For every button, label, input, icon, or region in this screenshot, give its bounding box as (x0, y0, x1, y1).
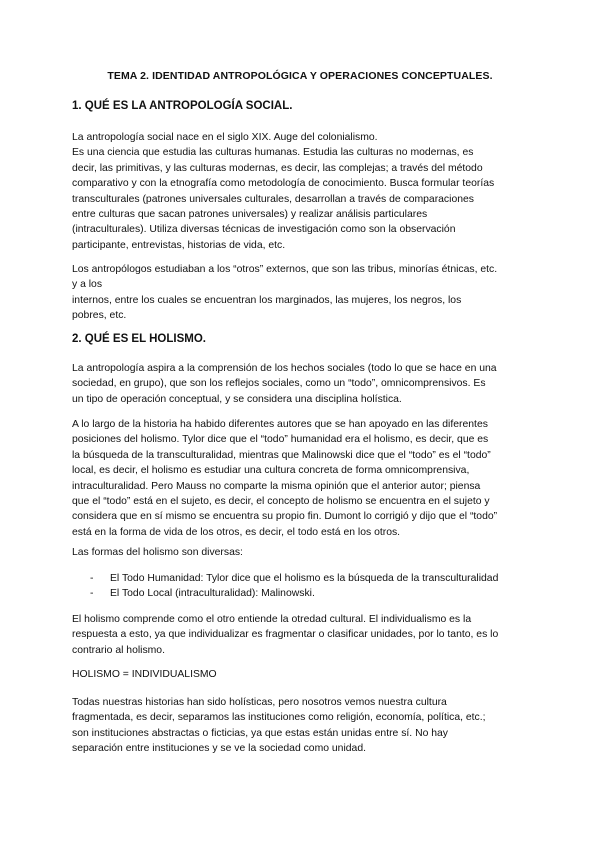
text-line: Es una ciencia que estudia las culturas humanas. Estudia las culturas no modernas, es (72, 147, 474, 159)
section2-heading: 2. QUÉ ES EL HOLISMO. (72, 333, 206, 345)
text-line: La antropología social nace en el siglo XIX. Auge del colonialismo. (72, 132, 378, 143)
text-line: (intraculturales). Utiliza diversas técnicas de investigación como son la observación (72, 224, 456, 236)
text-line: pobres, etc. (72, 310, 127, 322)
text-line: Los antropólogos estudiaban a los “otros” externos, que son las tribus, minorías étnicas, etc. (72, 264, 498, 275)
list-item (90, 571, 498, 586)
list-item (90, 586, 498, 601)
list-item-text: El Todo Humanidad: Tylor dice que el holismo es la búsqueda de la transculturalidad (110, 573, 499, 584)
section2-paragraph-2 (72, 417, 532, 540)
text-line: El holismo comprende como el otro entiende la otredad cultural. El individualismo es la (72, 614, 472, 625)
holism-forms-list (90, 571, 498, 602)
text-line: fragmentada, es decir, separamos las instituciones como religión, economía, política, etc.; (72, 712, 486, 724)
text-line: separación entre instituciones y se ve la sociedad como unidad. (72, 743, 366, 755)
text-line: internos, entre los cuales se encuentran los marginados, las mujeres, los negros, los (72, 294, 462, 306)
text-line: que el “todo” está en el sujeto, es decir, el concepto de holismo se encuentra en el sujeto y (72, 496, 490, 508)
text-line: la búsqueda de la transculturalidad, mientras que Malinowski dice que el “todo” es el “todo” (72, 449, 491, 461)
text-line: participante, entrevistas, historias de vida, etc. (72, 239, 286, 251)
text-line: intraculturalidad. Pero Mauss no comparte la misma opinión que el anterior autor; piensa (72, 480, 481, 492)
text-line: y a los (72, 279, 103, 291)
text-line: posiciones del holismo. Tylor dice que el “todo” humanidad era el holismo, es decir, que es (72, 434, 489, 446)
text-line: transculturales (patrones universales culturales, desarrollan a través de comparaciones (72, 193, 474, 205)
section1-paragraph-2 (72, 262, 532, 324)
text-line: La antropología aspira a la comprensión de los hechos sociales (todo lo que se hace en una (72, 363, 497, 374)
text-line: un tipo de operación conceptual, y se considera una disciplina holística. (72, 393, 402, 405)
list-bullet: - (90, 588, 94, 600)
section2-paragraph-4 (72, 612, 532, 658)
text-line: Todas nuestras historias han sido holísticas, pero nosotros vemos nuestra cultura (72, 697, 447, 708)
text-line: A lo largo de la historia ha habido diferentes autores que se han apoyado en las diferentes (72, 419, 488, 430)
text-line: comparativo y con la etnografía como metodología de conocimiento. Busca formular teorías (72, 178, 495, 190)
document-title: TEMA 2. IDENTIDAD ANTROPOLÓGICA Y OPERACIONES CONCEPTUALES. (107, 70, 493, 82)
text-line: entre culturas que sacan patrones universales) y realizar análisis particulares (72, 209, 428, 221)
section1-heading: 1. QUÉ ES LA ANTROPOLOGÍA SOCIAL. (72, 100, 293, 112)
text-line: contrario al holismo. (72, 644, 165, 656)
text-line: decir, las primitivas, y las culturas modernas, es decir, las complejas; a través del método (72, 162, 483, 174)
section2-paragraph-3: Las formas del holismo son diversas: (72, 547, 243, 558)
text-line: son instituciones abstractas o ficticias, ya que estas están unidas entre sí. No hay (72, 727, 448, 739)
text-line: respuesta a esto, ya que individualizar es fragmentar o clasificar unidades, por lo tanto, es lo (72, 629, 499, 641)
section1-paragraph-1 (72, 130, 532, 253)
list-item-text: El Todo Local (intraculturalidad): Malinowski. (110, 588, 315, 600)
section2-paragraph-5: HOLISMO = INDIVIDUALISMO (72, 669, 217, 680)
text-line: local, es decir, el holismo es estudiar una cultura concreta de forma omnicomprensiva, (72, 465, 470, 477)
section2-paragraph-1 (72, 361, 532, 407)
list-bullet: - (90, 573, 94, 584)
text-line: considera que en sí mismo se encuentra su propio fin. Dumont lo corrigió y dijo que el “todo” (72, 511, 498, 523)
text-line: sociedad, en grupo), que son los reflejos sociales, como un “todo”, omnicomprensivos. Es (72, 378, 486, 390)
section2-paragraph-6 (72, 695, 532, 757)
text-line: está en la forma de vida de los otros, es decir, el todo está en los otros. (72, 526, 401, 538)
